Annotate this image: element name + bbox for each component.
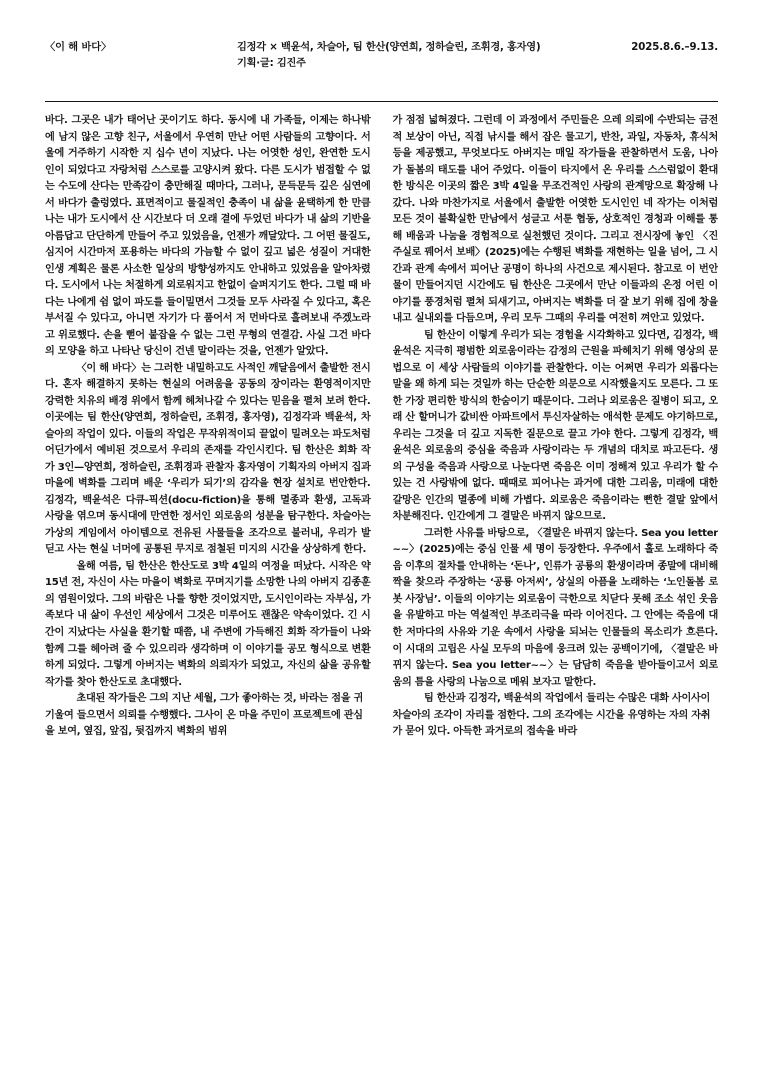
paragraph: 팀 한산과 김정각, 백윤석의 작업에서 들리는 수많은 대화 사이사이 차슬아의 조각이 자리를 점한다. 그의 조각에는 시간을 유영하는 자의 자취가 묻어 있다. 아득한 과거로의 접속을 바라 [392,693,711,738]
credits-curator: 기획·글: 김진주 [237,58,306,70]
credits-block [237,40,619,72]
paragraph: 바다. 그곳은 내가 태어난 곳이기도 하다. 동시에 내 가족들, 이제는 하나밖에 남지 않은 고향 친구, 서울에서 우연히 만난 어떤 사람들의 고향이다. 서울에 거주하기 시작한 지 십수 년이 지났다. 나는 어엿한 성인, 완연한 도시인이 되었다고 자랑처럼 스스로를 고양시켜 왔다. 다른 도시가 범접할 수 없는 수도에 산다는 만족감이 충만해질 때마다, 그러나, 문득문득 깊은 심연에서 바다가 출렁였다. 표면적이고 물질적인 충족이 내 삶을 윤택하게 한 만큼 나는 내가 도시에서 산 시간보다 더 오래 곁에 두었던 바다가 내 삶의 기반을 아름답고 단단하게 만들어 주고 있었음을, 언젠가 깨달았다. 그 어떤 물질도, 심지어 시간마저 포용하는 바다의 가늠할 수 없이 깊고 넓은 성질이 거대한 인생 계획은 물론 사소한 일상의 방향성까지도 안내하고 있었음을 알아차렸다. 도시에서 나는 처절하게 외로워지고 한없이 슬퍼지기도 한다. 그럴 때 바다는 나에게 쉼 없이 파도를 들이밀면서 그것들 모두 사라질 수 있다고, 혹은 부서질 수 있다고, 아니면 자기가 다 품어서 저 먼바다로 흘려보내 주겠노라고 위로했다. 손을 뻗어 붙잡을 수 없는 그런 무형의 연결감. 사실 그건 바다의 모양을 하고 나타난 당신이 건넨 말이라는 것을, 언젠가 알았다. [45,115,371,358]
header-divider [45,101,718,102]
paragraph: 그러한 사유를 바탕으로, 〈결말은 바뀌지 않는다. Sea you letter~~〉(2025)에는 중심 인물 세 명이 등장한다. 우주에서 홀로 노래하다 죽음 이후의 절차를 안내하는 ‘돈나’, 인류가 공룡의 환생이라며 종말에 대비해 짝을 찾으라 주장하는 ‘공룡 아저씨’, 상실의 아픔을 노래하는 ‘노인돌봄 로봇 사장님’. 이들의 이야기는 외로움이 극한으로 치닫다 못해 조소 섞인 웃음을 유발하고 마는 역설적인 부조리극을 따라 이어진다. 그 안에는 죽음에 대한 저마다의 사유와 기운 속에서 사랑을 되뇌는 인물들의 목소리가 흐른다. 이 시대의 고립은 사실 모두의 마음에 웅크려 있는 공백이기에, 〈결말은 바뀌지 않는다. Sea you letter~~〉는 담담히 죽음을 받아들이고서 외로움의 틈을 사랑의 나눔으로 메워 보자고 말한다. [392,527,718,688]
paragraph: 초대된 작가들은 그의 지난 세월, 그가 좋아하는 것, 바라는 점을 귀 기울여 들으면서 의뢰를 수행했다. 그사이 온 마을 주민이 프로젝트에 관심을 보여, 옆집, 앞집, 뒷집까지 벽화의 범위 [45,693,364,738]
exhibition-title: 〈이 해 바다〉 [45,42,112,53]
body-columns [45,113,718,1058]
column-right [393,113,719,1058]
column-left [45,113,371,1058]
masthead [45,40,718,72]
paragraph: 올해 여름, 팀 한산은 한산도로 3박 4일의 여정을 떠났다. 시작은 약 15년 전, 자신이 사는 마을이 벽화로 꾸며지기를 소망한 나의 아버지 김종훈의 염원이었다. 그의 바람은 나를 향한 것이었지만, 도시인이라는 자부심, 가족보다 내 삶이 우선인 세상에서 그것은 미루어도 괜찮은 약속이었다. 긴 시간이 지났다는 사실을 환기할 때쯤, 내 주변에 가득해진 회화 작가들이 나와 함께 그를 헤아려 줄 수 있으리라 생각하며 이 이야기를 공모 형식으로 변환하게 되었다. 그렇게 아버지는 벽화의 의뢰자가 되었고, 자신의 삶을 공유할 작가를 찾아 한산도로 초대했다. [45,560,371,688]
paragraph: 팀 한산이 이렇게 우리가 되는 경험을 시각화하고 있다면, 김정각, 백윤석은 지극히 평범한 외로움이라는 감정의 근원을 파헤치기 위해 영상의 문법으로 이 세상 사람들의 이야기를 관찰한다. 이는 어쩌면 우리가 외롭다는 말을 왜 하게 되는 것일까 하는 단순한 의문으로 시작했을지도 모른다. 그 또한 가장 편리한 방식의 한숨이기 때문이다. 그러나 외로움은 질병이 되고, 오래 산 할머니가 값비싼 아파트에서 투신자살하는 애석한 문제도 야기하므로, 우리는 그것을 더 깊고 지독한 질문으로 끌고 가야 한다. 그렇게 김정각, 백윤석은 외로움의 중심을 죽음과 사랑이라는 두 개념의 대치로 파고든다. 생의 구성을 죽음과 사랑으로 나눈다면 죽음은 이미 정해져 있고 우리가 할 수 있는 건 사랑밖에 없다. 때때로 피어나는 과거에 대한 그리움, 미래에 대한 갈망은 인간의 멸종에 비해 가볍다. 외로움은 죽음이라는 뻔한 결말 앞에서 차분해진다. 인간에게 그 결말은 바뀌지 않으므로. [392,329,718,523]
paragraph: 가 점점 넓혀졌다. 그런데 이 과정에서 주민들은 으레 의뢰에 수반되는 금전적 보상이 아닌, 직접 낚시를 해서 잡은 물고기, 반찬, 과일, 자동차, 휴식처 등을 제공했고, 무엇보다도 아버지는 매일 작가들을 관찰하면서 도움, 나아가 돌봄의 태도를 내어 주었다. 이들이 타지에서 온 우리를 스스럼없이 환대한 방식은 이곳의 짧은 3박 4일을 무조건적인 사랑의 관계망으로 확장해 나갔다. 나와 마찬가지로 서울에서 출발한 어엿한 도시인인 네 작가는 이처럼 모든 것이 불확실한 만남에서 성글고 서툰 협동, 상호적인 경청과 이해를 통해 배움과 나눔을 경험적으로 실천했던 것이다. 그리고 전시장에 놓인 〈진주실로 꿰어서 보배〉(2025)에는 수행된 벽화를 재현하는 일을 넘어, 그 시간과 관계 속에서 피어난 공명이 하나의 사건으로 제시된다. 참고로 이 번안물이 만들어지던 시간에도 팀 한산은 그곳에서 만난 이들과의 온정 어린 이야기를 풍경처럼 펼쳐 되새기고, 아버지는 벽화를 더 잘 보기 위해 집에 창을 내고 실내외를 다듬으며, 우리 모두 그때의 우리를 여전히 껴안고 있었다. [392,115,718,325]
paragraph: 〈이 해 바다〉는 그러한 내밀하고도 사적인 깨달음에서 출발한 전시다. 혼자 해결하지 못하는 현실의 어려움을 공동의 장이라는 환영적이지만 강력한 치유의 배경 위에서 함께 헤쳐나갈 수 있다는 믿음을 펼쳐 보려 한다. 이곳에는 팀 한산(양연희, 정하슬린, 조휘경, 홍자영), 김정각과 백윤석, 차슬아의 작업이 있다. 이들의 작업은 무작위적이되 끝없이 밀려오는 파도처럼 어딘가에서 예비된 것으로서 우리의 존재를 각인시킨다. 팀 한산은 회화 작가 3인—양연희, 정하슬린, 조휘경과 관찰자 홍자영이 기획자의 아버지 집과 마을에 벽화를 그리며 배운 ‘우리가 되기’의 감각을 현장 설치로 번안한다. 김정각, 백윤석은 다큐-픽션(docu-fiction)을 통해 멸종과 환생, 고독과 사랑을 엮으며 동시대에 만연한 정서인 외로움의 성분을 탐구한다. 차슬아는 가상의 게임에서 아이템으로 전유된 사물들을 조각으로 불러내, 우리가 발 딛고 사는 현실 너머에 공통된 무지로 점철된 미지의 시간을 상상하게 한다. [45,362,371,556]
credits-artists: 김정각 × 백윤석, 차슬아, 팀 한산(양연희, 정하슬린, 조휘경, 홍자영) [237,42,541,53]
exhibition-date-range: 2025.8.6.–9.13. [631,42,718,53]
